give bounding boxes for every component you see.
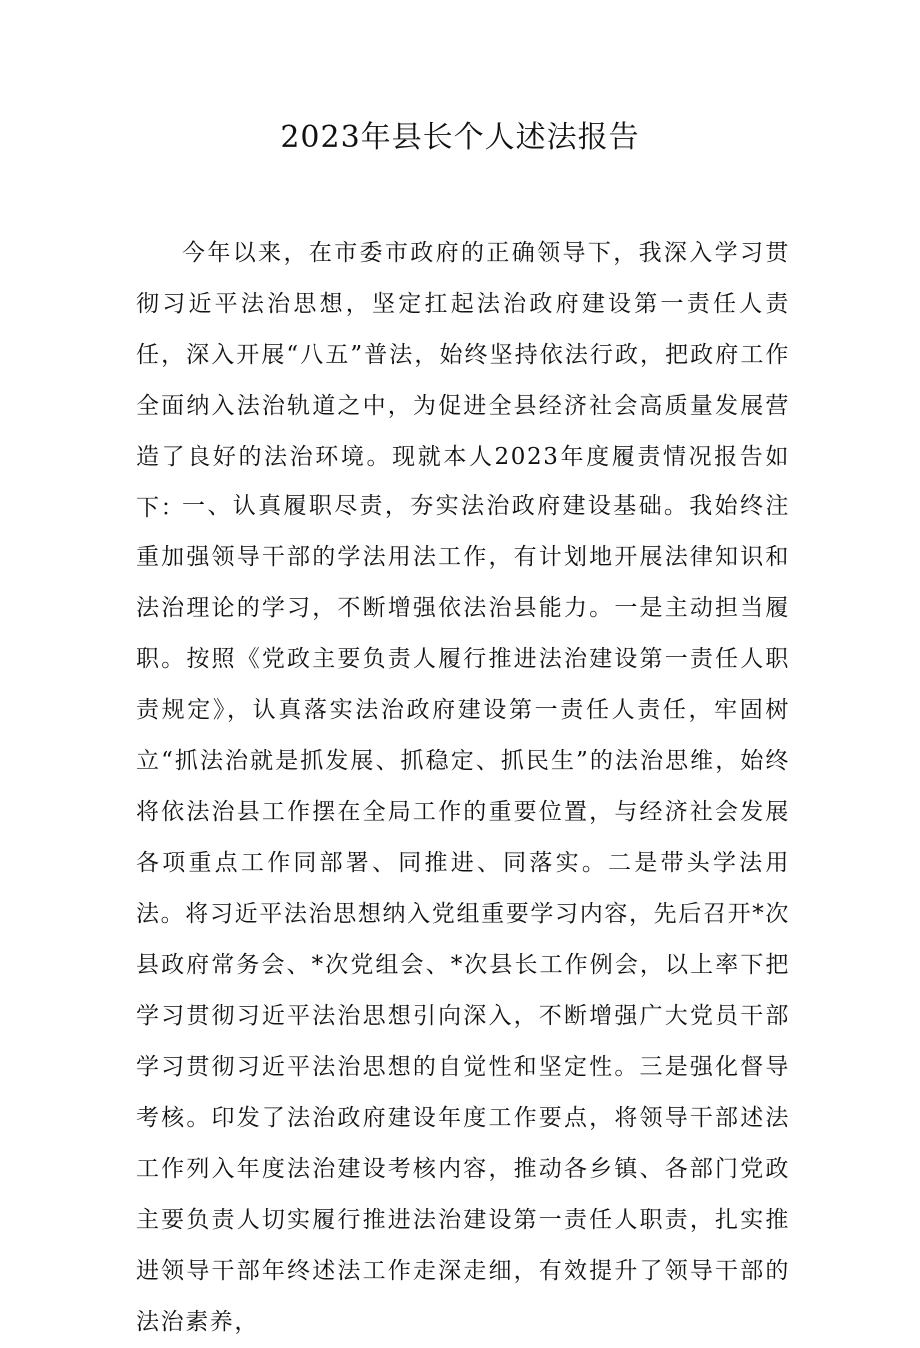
- paragraph-intro: 今年以来，在市委市政府的正确领导下，我深入学习贯彻习近平法治思想，坚定扛起法治政府建设第一责任人责任，深入开展“八五”普法，始终坚持依法行政，把政府工作全面纳入法治轨道之中，为促进全县经济社会高质量发展营造了良好的法治环境。现就本人2023年度履责情况报告如下：: [136, 240, 790, 521]
- paragraph-section-one: 一、认真履职尽责，夯实法治政府建设基础。我始终注重加强领导干部的学法用法工作，有计划地开展法律知识和法治理论的学习，不断增强依法治县能力。一是主动担当履职。按照《党政主要负责人履行推进法治建设第一责任人职责规定》，认真落实法治政府建设第一责任人责任，牢固树立“抓法治就是抓发展、抓稳定、抓民生”的法治思维，始终将依法治县工作摆在全局工作的重要位置，与经济社会发展各项重点工作同部署、同推进、同落实。二是带头学法用法。将习近平法治思想纳入党组重要学习内容，先后召开*次县政府常务会、*次党组会、*次县长工作例会，以上率下把学习贯彻习近平法治思想引向深入，不断增强广大党员干部学习贯彻习近平法治思想的自觉性和坚定性。三是强化督导考核。印发了法治政府建设年度工作要点，将领导干部述法工作列入年度法治建设考核内容，推动各乡镇、各部门党政主要负责人切实履行推进法治建设第一责任人职责，扎实推进领导干部年终述法工作走深走细，有效提升了领导干部的法治素养，: [136, 493, 790, 1335]
- document-title: 2023年县长个人述法报告: [280, 120, 640, 155]
